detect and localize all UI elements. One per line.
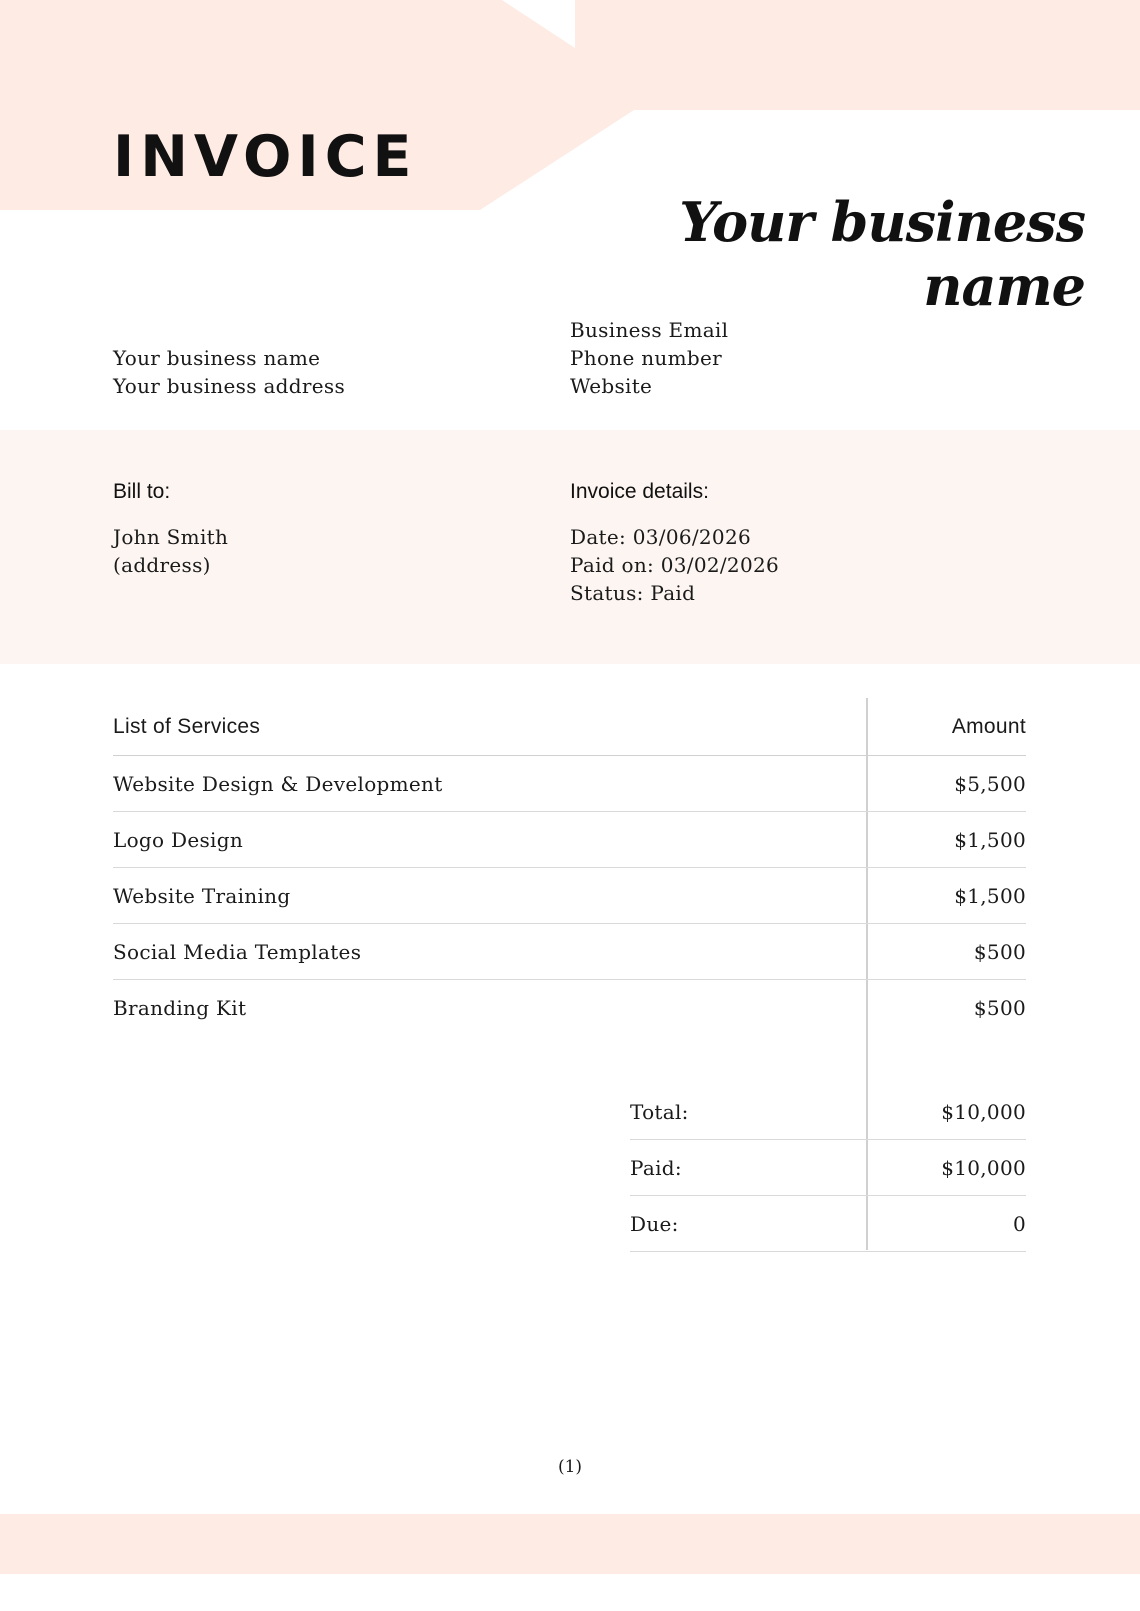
- services-column-header: List of Services: [113, 714, 261, 738]
- total-row: [630, 1084, 1026, 1140]
- footer-band: [0, 1514, 1140, 1574]
- table-row: [113, 756, 1026, 812]
- total-value: $10,000: [941, 1099, 1026, 1124]
- business-contact: [570, 316, 728, 400]
- due-value: 0: [1012, 1211, 1026, 1236]
- page-number: (1): [557, 1457, 583, 1477]
- business-email: Business Email: [570, 318, 729, 342]
- invoice-details-label: Invoice details:: [570, 480, 709, 503]
- paid-label: Paid:: [630, 1155, 682, 1180]
- service-name: Website Training: [113, 883, 291, 908]
- service-name: Branding Kit: [113, 996, 247, 1020]
- due-row: [630, 1196, 1026, 1252]
- bill-to-details: [113, 523, 228, 579]
- business-address: Your business address: [113, 374, 346, 398]
- services-table-header: [113, 698, 1026, 756]
- service-name: Website Design & Development: [113, 771, 443, 796]
- service-amount: $1,500: [954, 827, 1026, 852]
- invoice-title: INVOICE: [113, 124, 418, 190]
- service-amount: $5,500: [954, 771, 1026, 796]
- paid-on-date: Paid on: 03/02/2026: [570, 553, 780, 577]
- table-row: [113, 924, 1026, 980]
- paid-row: [630, 1140, 1026, 1196]
- business-website: Website: [570, 374, 653, 398]
- service-amount: $1,500: [954, 883, 1026, 908]
- client-address: (address): [113, 553, 211, 577]
- payment-status: Status: Paid: [570, 581, 696, 605]
- bill-to-label: Bill to:: [113, 480, 171, 503]
- invoice-date: Date: 03/06/2026: [570, 525, 752, 549]
- brand-name: Your business name: [679, 190, 1085, 318]
- service-name: Logo Design: [113, 827, 244, 852]
- table-row: [113, 868, 1026, 924]
- client-name: John Smith: [113, 525, 229, 549]
- business-name-address: [113, 344, 345, 400]
- paid-value: $10,000: [941, 1155, 1026, 1180]
- service-amount: $500: [973, 939, 1026, 964]
- invoice-details: [570, 523, 779, 607]
- services-table: [113, 698, 1026, 1036]
- totals-table: [630, 1084, 1026, 1252]
- total-label: Total:: [630, 1099, 689, 1124]
- table-row: [113, 980, 1026, 1036]
- service-name: Social Media Templates: [113, 939, 362, 964]
- amount-column-header: Amount: [951, 714, 1026, 738]
- business-name: Your business name: [113, 346, 321, 370]
- due-label: Due:: [630, 1211, 679, 1236]
- service-amount: $500: [973, 996, 1026, 1020]
- business-phone: Phone number: [570, 346, 722, 370]
- table-row: [113, 812, 1026, 868]
